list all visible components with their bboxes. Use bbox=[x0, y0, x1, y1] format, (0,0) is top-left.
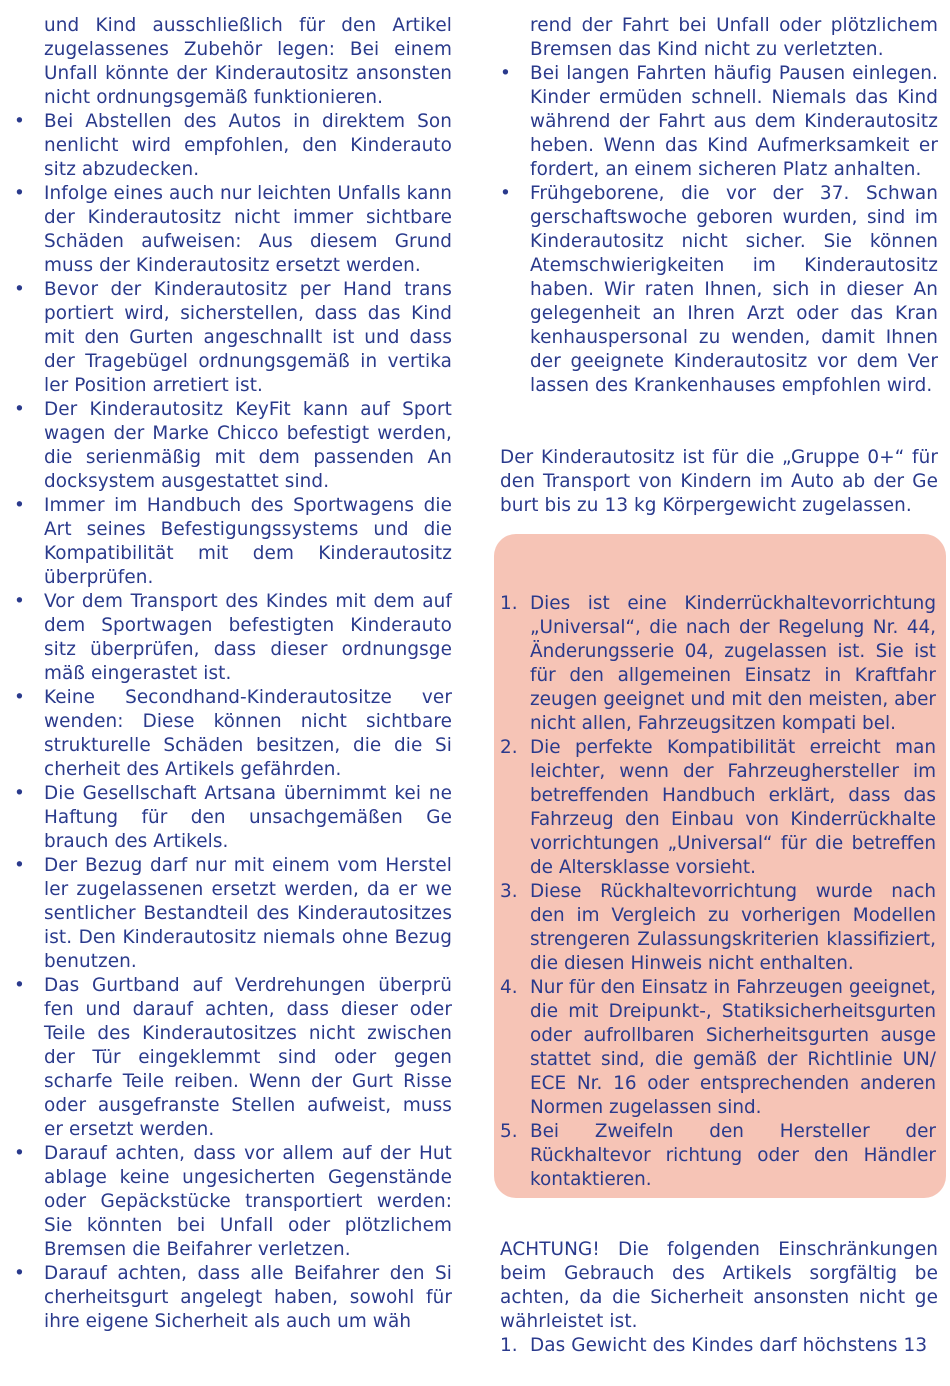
list-item bbox=[500, 182, 938, 398]
bullet-icon: • bbox=[14, 687, 25, 708]
list-item bbox=[14, 686, 452, 782]
list-item bbox=[14, 278, 452, 398]
bullet-icon: • bbox=[14, 855, 25, 876]
bullet-icon: • bbox=[14, 495, 25, 516]
bullet-icon: • bbox=[14, 279, 25, 300]
paragraph-text: rend der Fahrt bei Unfall oder plötzlichem Bremsen das Kind nicht zu verletzten. bbox=[530, 15, 938, 60]
list-item-text: Bei Abstellen des Autos in direktem Son nenlicht wird empfohlen, den Kinderauto sitz abzudecken. bbox=[44, 111, 452, 180]
left-column bbox=[14, 14, 452, 1334]
continued-paragraph bbox=[500, 14, 938, 62]
numbered-item bbox=[500, 880, 936, 976]
numbered-item-text: Nur für den Einsatz in Fahrzeugen geeignet, die mit Dreipunkt-, Statiksicherheitsgurten oder aufrollbaren Sicherheitsgurten ausge stattet sind, die gemäß der Richtlinie UN/ ECE Nr. 16 oder entsprechenden anderen Normen zugelassen sind. bbox=[530, 977, 936, 1118]
bullet-icon: • bbox=[14, 183, 25, 204]
item-number: 2. bbox=[500, 737, 518, 758]
numbered-item bbox=[500, 736, 936, 880]
list-item bbox=[14, 590, 452, 686]
list-item-text: Infolge eines auch nur leichten Unfalls kann der Kinderautositz nicht immer sichtbare Schäden aufweisen: Aus diesem Grund muss der Kinderautositz ersetzt werden. bbox=[44, 183, 452, 276]
list-item bbox=[14, 494, 452, 590]
list-item-text: Vor dem Transport des Kindes mit dem auf dem Sportwagen befestigten Kinderauto sitz überprüfen, dass dieser ordnungsge mäß eingerastet ist. bbox=[44, 591, 452, 684]
bullet-icon: • bbox=[14, 975, 25, 996]
list-item-text: Der Kinderautositz KeyFit kann auf Sport wagen der Marke Chicco befestigt werden, die serienmäßig mit dem passenden An docksystem ausgestattet sind. bbox=[44, 399, 452, 492]
bullet-icon: • bbox=[14, 1143, 25, 1164]
item-number: 1. bbox=[500, 1335, 518, 1356]
list-item bbox=[500, 62, 938, 182]
universal-info-box bbox=[494, 534, 946, 1198]
list-item bbox=[14, 782, 452, 854]
numbered-item bbox=[500, 592, 936, 736]
right-column bbox=[500, 14, 938, 518]
warning-section bbox=[500, 1238, 938, 1358]
list-item bbox=[14, 1262, 452, 1334]
numbered-item-text: Diese Rückhaltevorrichtung wurde nach den im Vergleich zu vorherigen Modellen strengeren Zulassungskriterien klassifiziert, die diesen Hinweis nicht enthalten. bbox=[530, 881, 936, 974]
box-list bbox=[500, 592, 936, 1192]
list-item-text: Bei langen Fahrten häufig Pausen einlegen. Kinder ermüden schnell. Niemals das Kind während der Fahrt aus dem Kinderautositz heben. Wenn das Kind Aufmerksamkeit er fordert, an einem sicheren Platz anhalten. bbox=[530, 63, 938, 180]
bullet-icon: • bbox=[14, 591, 25, 612]
item-number: 3. bbox=[500, 881, 518, 902]
list-item-text: Das Gurtband auf Verdrehungen überprü fen und darauf achten, dass dieser oder Teile des Kinderautositzes nicht zwischen der Tür eingeklemmt sind oder gegen scharfe Teile reiben. Wenn der Gurt Risse oder ausgefranste Stellen aufweist, muss er ersetzt werden. bbox=[44, 975, 452, 1140]
group-paragraph: Der Kinderautositz ist für die „Gruppe 0+“ für den Transport von Kindern im Auto ab der Ge burt bis zu 13 kg Körpergewicht zugelassen. bbox=[500, 447, 938, 516]
warning-paragraph: ACHTUNG! Die folgenden Einschränkungen beim Gebrauch des Artikels sorgfältig be achten, da die Sicherheit ansonsten nicht ge währleistet ist. bbox=[500, 1239, 938, 1332]
numbered-item bbox=[500, 976, 936, 1120]
numbered-item bbox=[500, 1334, 938, 1358]
numbered-item bbox=[500, 1120, 936, 1192]
bullet-icon: • bbox=[14, 1263, 25, 1284]
bullet-icon: • bbox=[500, 63, 511, 84]
list-item-text: Darauf achten, dass vor allem auf der Hut ablage keine ungesicherten Gegenstände oder Gepäckstücke transportiert werden: Sie könnten bei Unfall oder plötzlichem Bremsen die Beifahrer verletzen. bbox=[44, 1143, 452, 1260]
paragraph-text: und Kind ausschließlich für den Artikel zugelassenes Zubehör legen: Bei einem Unfall könnte der Kinderautositz ansonsten nicht ordnungsgemäß funktionieren. bbox=[44, 15, 452, 108]
list-item-text: Der Bezug darf nur mit einem vom Herstel ler zugelassenen ersetzt werden, da er we sentlicher Bestandteil des Kinderautositzes ist. Den Kinderautositz niemals ohne Bezug benutzen. bbox=[44, 855, 452, 972]
bullet-icon: • bbox=[14, 111, 25, 132]
numbered-item-text: Das Gewicht des Kindes darf höchstens 13 bbox=[530, 1335, 928, 1356]
numbered-item-text: Dies ist eine Kinderrückhaltevorrichtung „Universal“, die nach der Regelung Nr. 44, Änderungsserie 04, zugelassen ist. Sie ist für den allgemeinen Einsatz in Kraftfahr zeugen geeignet und mit den meisten, aber nicht allen, Fahrzeugsitzen kompati bel. bbox=[530, 593, 936, 734]
bullet-icon: • bbox=[14, 399, 25, 420]
list-item-text: Immer im Handbuch des Sportwagens die Art seines Befestigungssystems und die Kompatibilität mit dem Kinderautositz überprüfen. bbox=[44, 495, 452, 588]
list-item-text: Keine Secondhand-Kinderautositze ver wenden: Diese können nicht sichtbare strukturelle Schäden besitzen, die die Si cherheit des Artikels gefährden. bbox=[44, 687, 452, 780]
item-number: 5. bbox=[500, 1121, 518, 1142]
list-item bbox=[14, 974, 452, 1142]
bullet-icon: • bbox=[14, 783, 25, 804]
list-item-text: Frühgeborene, die vor der 37. Schwan gerschaftswoche geboren wurden, sind im Kinderautositz nicht sicher. Sie können Atemschwierigkeiten im Kinderautositz haben. Wir raten Ihnen, sich in dieser An gelegenheit an Ihren Arzt oder das Kran kenhauspersonal zu wenden, damit Ihnen der geeignete Kinderautositz vor dem Ver lassen des Krankenhauses empfohlen wird. bbox=[530, 183, 938, 396]
list-item-text: Bevor der Kinderautositz per Hand trans portiert wird, sicherstellen, dass das Kind mit den Gurten angeschnallt ist und dass der Tragebügel ordnungsgemäß in vertika ler Position arretiert ist. bbox=[44, 279, 452, 396]
item-number: 4. bbox=[500, 977, 518, 998]
list-item-text: Die Gesellschaft Artsana übernimmt kei ne Haftung für den unsachgemäßen Ge brauch des Artikels. bbox=[44, 783, 452, 852]
list-item-text: Darauf achten, dass alle Beifahrer den Si cherheitsgurt angelegt haben, sowohl für ihre eigene Sicherheit als auch um wäh bbox=[44, 1263, 452, 1332]
item-number: 1. bbox=[500, 593, 518, 614]
list-item bbox=[14, 1142, 452, 1262]
list-item bbox=[14, 854, 452, 974]
list-item bbox=[14, 182, 452, 278]
list-item bbox=[14, 110, 452, 182]
bullet-icon: • bbox=[500, 183, 511, 204]
list-item bbox=[14, 398, 452, 494]
numbered-item-text: Die perfekte Kompatibilität erreicht man leichter, wenn der Fahrzeughersteller im betreffenden Handbuch erklärt, dass das Fahrzeug den Einbau von Kinderrückhalte vorrichtungen „Universal“ für die betreffen de Altersklasse vorsieht. bbox=[530, 737, 936, 878]
continued-paragraph bbox=[14, 14, 452, 110]
numbered-item-text: Bei Zweifeln den Hersteller der Rückhaltevor richtung oder den Händler kontaktieren. bbox=[530, 1121, 936, 1190]
